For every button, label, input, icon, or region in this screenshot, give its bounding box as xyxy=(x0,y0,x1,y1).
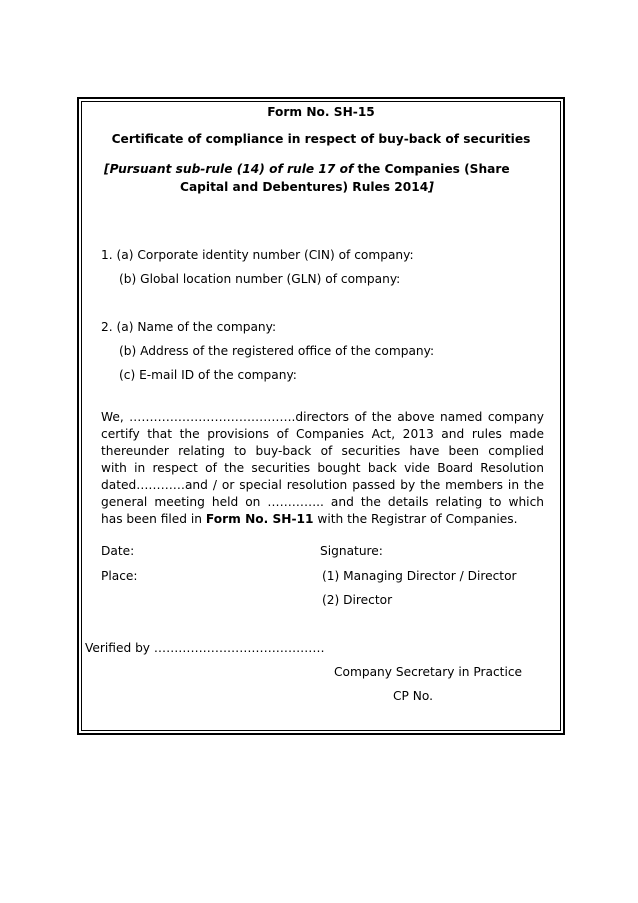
field-cin: 1. (a) Corporate identity number (CIN) of company: xyxy=(101,248,414,262)
certification-text: with the Registrar of Companies. xyxy=(313,512,518,526)
field-gln: (b) Global location number (GLN) of company: xyxy=(119,272,401,286)
field-company-email: (c) E-mail ID of the company: xyxy=(119,368,297,382)
company-secretary-label: Company Secretary in Practice xyxy=(334,665,523,679)
signer-director: (2) Director xyxy=(322,593,393,607)
cp-number-label: CP No. xyxy=(393,689,433,703)
certification-line: We, …………………………………..directors of the above named company xyxy=(101,410,544,424)
rule-reference-close: ] xyxy=(428,180,434,194)
certification-text: has been filed in xyxy=(101,512,206,526)
place-label: Place: xyxy=(101,569,138,583)
certification-line: with in respect of the securities bought back vide Board Resolution xyxy=(101,461,544,475)
verified-by: Verified by …………………………………… xyxy=(85,641,325,655)
field-registered-address: (b) Address of the registered office of the company: xyxy=(119,344,435,358)
rule-reference-line1 xyxy=(104,162,510,176)
field-company-name: 2. (a) Name of the company: xyxy=(101,320,277,334)
form-title: Certificate of compliance in respect of buy-back of securities xyxy=(111,132,531,146)
certification-line: certify that the provisions of Companies Act, 2013 and rules made xyxy=(101,427,544,441)
form-number: Form No. SH-15 xyxy=(267,105,375,119)
rule-reference-rest: the Companies (Share xyxy=(353,162,510,176)
date-label: Date: xyxy=(101,544,135,558)
rule-reference-italic: [Pursuant sub-rule (14) of rule 17 of xyxy=(104,162,354,176)
form-sh11-reference: Form No. SH-11 xyxy=(205,512,314,526)
certification-line xyxy=(101,511,544,528)
signature-label: Signature: xyxy=(320,544,383,558)
certification-line: thereunder relating to buy-back of securities have been complied xyxy=(101,444,544,458)
certification-line: dated…………and / or special resolution passed by the members in the xyxy=(101,478,544,492)
certification-paragraph xyxy=(101,409,544,528)
signer-managing-director: (1) Managing Director / Director xyxy=(322,569,517,583)
rule-reference-act: Capital and Debentures) Rules 2014 xyxy=(180,180,429,194)
certification-line: general meeting held on ………….. and the details relating to which xyxy=(101,495,544,509)
rule-reference-line2 xyxy=(180,180,434,194)
